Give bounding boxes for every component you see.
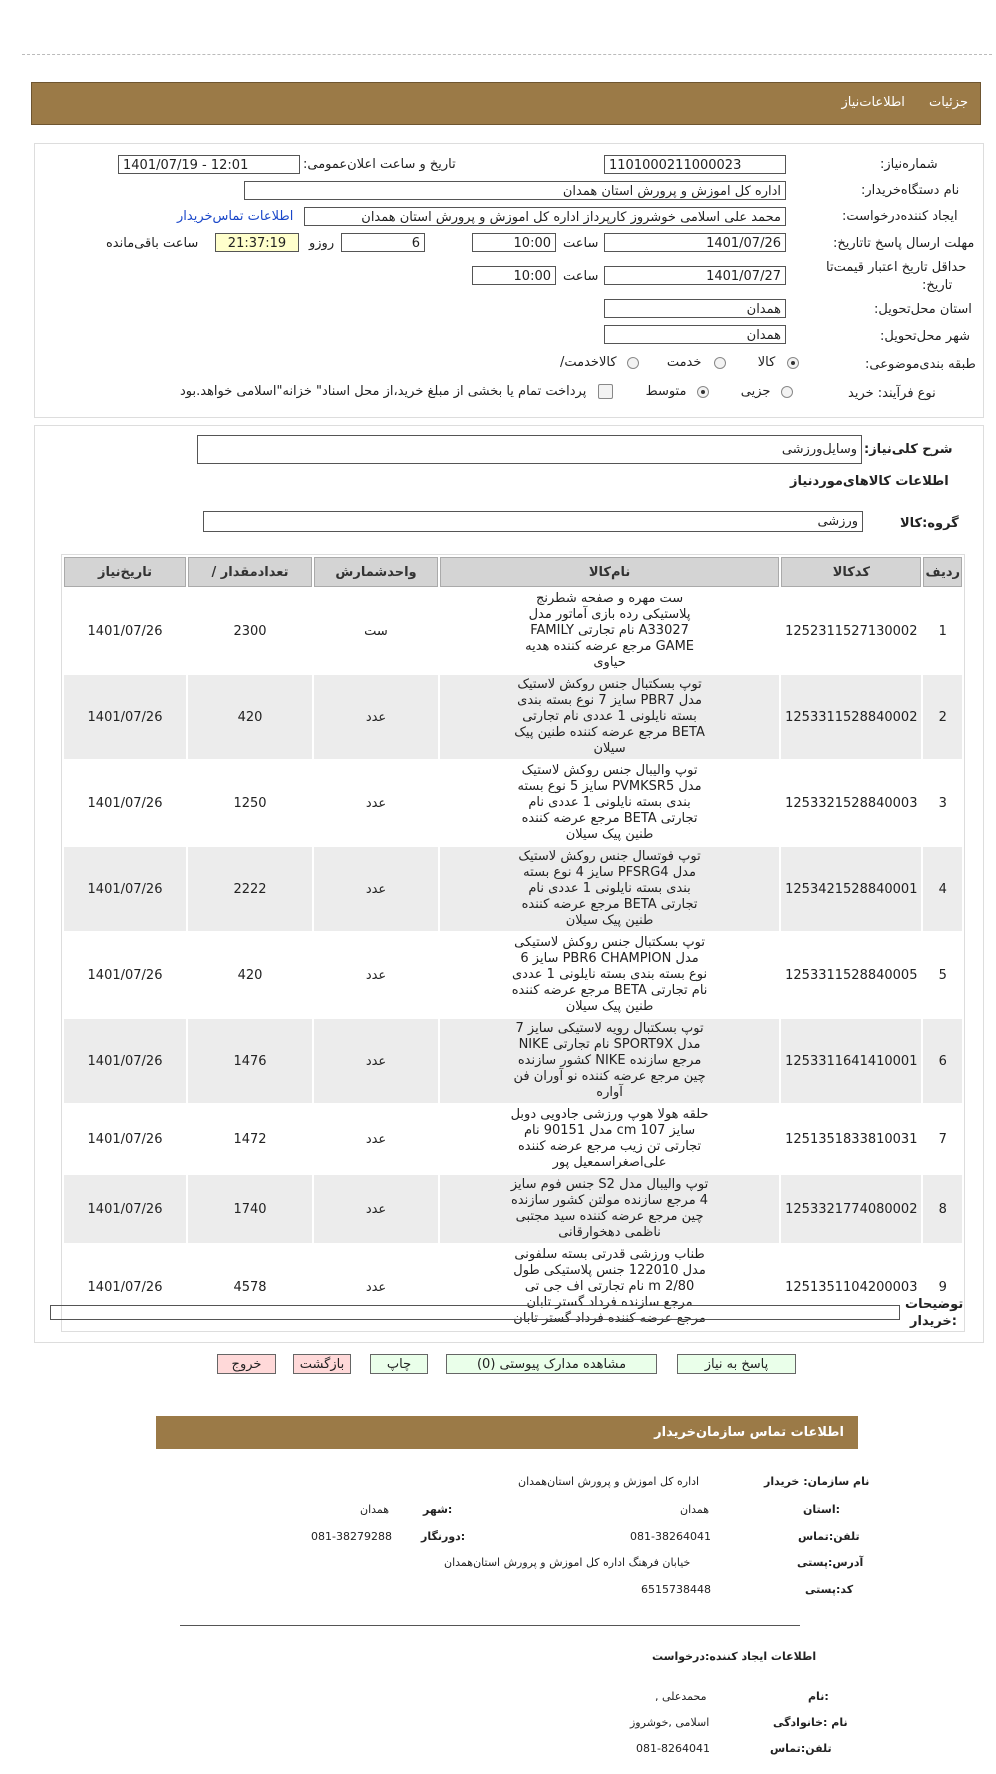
cell-row-number: 1	[923, 589, 962, 673]
cell-quantity: 2300	[188, 589, 312, 673]
contact-org: اداره کل اموزش و پرورش استان‌همدان	[518, 1475, 700, 1488]
validity-label-1: حداقل تاریخ اعتبار قیمت‌تا	[826, 260, 967, 275]
radio-medium[interactable]	[697, 386, 709, 398]
cell-need-date: 1401/07/26	[64, 675, 186, 759]
cell-item-code: 1253311528840005	[781, 933, 921, 1017]
cell-unit: عدد	[314, 933, 438, 1017]
contact-province: همدان	[680, 1503, 710, 1516]
table-row	[64, 847, 962, 931]
cell-unit: عدد	[314, 1245, 438, 1329]
col-date: تاریخ‌نیاز	[64, 557, 186, 587]
creator-name: محمدعلی ,	[655, 1690, 707, 1703]
cell-item-code: 1253321774080002	[781, 1175, 921, 1243]
cell-row-number: 7	[923, 1105, 962, 1173]
contact-address: خیابان فرهنگ اداره کل اموزش و پرورش استان‌همدان	[444, 1556, 691, 1569]
reply-button[interactable]: پاسخ به نیاز	[677, 1354, 796, 1374]
validity-time-field: 10:00	[472, 266, 556, 285]
table-row	[64, 675, 962, 759]
table-row	[64, 1019, 962, 1103]
contact-city-label: :شهر	[423, 1503, 453, 1516]
cell-item-name: توپ بسکتبال جنس روکش لاستیکی مدل PBR6 CHAMPION سایز 6 نوع بسته بندی بسته نایلونی 1 عددی نام تجارتی BETA مرجع عرضه کننده طنین پیک سیلان	[440, 933, 779, 1017]
validity-date-field: 1401/07/27	[604, 266, 786, 285]
cell-unit: ست	[314, 589, 438, 673]
creator-info-title: اطلاعات ایجاد کننده:درخواست	[652, 1650, 817, 1663]
contact-separator	[180, 1625, 800, 1626]
print-button[interactable]: چاپ	[370, 1354, 428, 1374]
contact-phone: 081-38264041	[630, 1530, 711, 1543]
radio-service-label: خدمت	[666, 355, 702, 370]
cell-row-number: 2	[923, 675, 962, 759]
radio-goods-service-label: کالا‌خدمت/	[560, 355, 617, 370]
deadline-time-field: 10:00	[472, 233, 556, 252]
radio-goods-service[interactable]	[627, 357, 639, 369]
summary-label: شرح کلی‌نیاز:	[864, 442, 953, 457]
cell-row-number: 5	[923, 933, 962, 1017]
province-field: همدان	[604, 299, 786, 318]
contact-title: اطلاعات تماس سازمان‌خریدار	[654, 1425, 844, 1440]
notes-label-1: توضیحات	[905, 1297, 964, 1312]
cell-quantity: 420	[188, 933, 312, 1017]
cell-item-name: توپ والیبال جنس روکش لاستیک مدل PVMKSR5 سایز 5 نوع بسته بندی بسته نایلونی 1 عددی نام تجارتی BETA مرجع عرضه کننده طنین پیک سیلان	[440, 761, 779, 845]
cell-item-name: توپ والیبال مدل S2 جنس فوم سایز 4 مرجع سازنده مولتن کشور سازنده چین مرجع عرضه کننده سید مجتبی ناظمی دهخوارقانی	[440, 1175, 779, 1243]
page-header-bar	[31, 82, 981, 125]
cell-row-number: 3	[923, 761, 962, 845]
cell-quantity: 420	[188, 675, 312, 759]
deadline-date-field: 1401/07/26	[604, 233, 786, 252]
exit-button[interactable]: خروج	[217, 1354, 276, 1374]
summary-field: وسایل‌ورزشی	[197, 435, 862, 464]
contact-header	[156, 1416, 858, 1449]
contact-phone-label: تلفن:تماس	[798, 1530, 860, 1543]
cell-need-date: 1401/07/26	[64, 761, 186, 845]
table-header-row	[64, 557, 962, 587]
cell-unit: عدد	[314, 1019, 438, 1103]
contact-fax: 081-38279288	[311, 1530, 392, 1543]
city-field: همدان	[604, 325, 786, 344]
cell-need-date: 1401/07/26	[64, 589, 186, 673]
cell-item-code: 1251351833810031	[781, 1105, 921, 1173]
cell-row-number: 6	[923, 1019, 962, 1103]
radio-partial-label: جزیی	[740, 384, 771, 399]
days-field: 6	[341, 233, 425, 252]
treasury-checkbox[interactable]	[598, 384, 613, 399]
group-field: ورزشی	[203, 511, 863, 532]
cell-need-date: 1401/07/26	[64, 1019, 186, 1103]
col-name: نام‌کالا	[440, 557, 779, 587]
col-unit: واحدشمارش	[314, 557, 438, 587]
contact-city: همدان	[360, 1503, 390, 1516]
table-row	[64, 933, 962, 1017]
cell-quantity: 4578	[188, 1245, 312, 1329]
need-number-field: 1101000211000023	[604, 155, 786, 174]
tab-details[interactable]: جزئیات	[929, 95, 968, 110]
cell-unit: عدد	[314, 1175, 438, 1243]
cell-need-date: 1401/07/26	[64, 1105, 186, 1173]
cell-item-name: توپ فوتسال جنس روکش لاستیک مدل PFSRG4 سایز 4 نوع بسته بندی بسته نایلونی 1 عددی نام تجارتی BETA مرجع عرضه کننده طنین پیک سیلان	[440, 847, 779, 931]
back-button[interactable]: بازگشت	[293, 1354, 351, 1374]
remaining-time-field: 21:37:19	[215, 233, 299, 252]
attachments-button[interactable]: مشاهده مدارک پیوستی (0)	[446, 1354, 657, 1374]
table-row	[64, 589, 962, 673]
contact-postal: 6515738448	[641, 1583, 711, 1596]
deadline-label: مهلت ارسال پاسخ تا‌تاریخ:	[833, 236, 975, 251]
buyer-contact-link[interactable]: اطلاعات تماس‌خریدار	[177, 209, 294, 224]
cell-unit: عدد	[314, 847, 438, 931]
cell-item-code: 1253311528840002	[781, 675, 921, 759]
buyer-org-label: نام دستگاه‌خریدار:	[861, 183, 960, 198]
need-number-label: شماره‌نیاز:	[880, 157, 938, 172]
contact-org-label: نام سازمان: خریدار	[764, 1475, 870, 1488]
contact-address-label: آدرس:پستی	[797, 1556, 864, 1569]
announce-label: تاریخ و ساعت اعلان‌عمومی:	[303, 157, 456, 172]
cell-quantity: 1476	[188, 1019, 312, 1103]
group-label: گروه:کالا	[900, 516, 959, 531]
cell-quantity: 1472	[188, 1105, 312, 1173]
contact-fax-label: :دورنگار	[421, 1530, 466, 1543]
contact-province-label: :استان	[803, 1503, 840, 1516]
cell-need-date: 1401/07/26	[64, 933, 186, 1017]
deadline-time-label: ساعت	[563, 236, 599, 251]
days-label: روزو	[309, 236, 335, 251]
col-row: ردیف	[923, 557, 962, 587]
goods-table	[62, 555, 964, 1331]
category-radio-group	[560, 355, 799, 370]
radio-medium-label: متوسط	[645, 384, 687, 399]
cell-item-name: توپ بسکتبال جنس روکش لاستیک مدل PBR7 سایز 7 نوع بسته بندی بسته نایلونی 1 عددی نام تجارتی BETA مرجع عرضه کننده طنین پیک سیلان	[440, 675, 779, 759]
top-divider	[22, 54, 992, 55]
radio-goods-label: کالا	[757, 355, 776, 370]
treasury-note: پرداخت تمام یا بخشی از مبلغ خرید،از محل اسناد" خزانه"اسلامی خواهد.بود	[180, 384, 587, 399]
cell-row-number: 8	[923, 1175, 962, 1243]
creator-label: ایجاد کننده‌درخواست:	[842, 209, 958, 224]
cell-item-name: طناب ورزشی قدرتی بسته سلفونی مدل 122010 جنس پلاستیکی طول 2/80 m نام تجارتی اف جی تی مرجع سازنده فرداد گستر تابان مرجع عرضه کننده فرداد گستر تابان	[440, 1245, 779, 1329]
creator-field: محمد علی اسلامی خوشروز کارپرداز اداره کل اموزش و پرورش استان همدان	[304, 207, 786, 226]
cell-quantity: 1740	[188, 1175, 312, 1243]
cell-item-name: ست مهره و صفحه شطرنج پلاستیکی رده بازی آماتور مدل A33027 نام تجارتی FAMILY GAME مرجع عرضه کننده هدیه حیاوی	[440, 589, 779, 673]
province-label: استان محل‌تحویل:	[874, 302, 972, 317]
cell-item-code: 1253311641410001	[781, 1019, 921, 1103]
table-row	[64, 1105, 962, 1173]
creator-family: اسلامی ,خوشروز	[630, 1716, 710, 1729]
validity-time-label: ساعت	[563, 269, 599, 284]
contact-postal-label: کد:پستی	[805, 1583, 854, 1596]
process-label: نوع فرآیند: خرید	[848, 386, 936, 401]
cell-need-date: 1401/07/26	[64, 1175, 186, 1243]
cell-item-code: 1251351104200003	[781, 1245, 921, 1329]
buyer-notes-field[interactable]	[50, 1305, 900, 1320]
creator-name-label: :نام	[808, 1690, 829, 1703]
col-qty: تعدادمقدار /	[188, 557, 312, 587]
radio-goods[interactable]	[787, 357, 799, 369]
cell-quantity: 2222	[188, 847, 312, 931]
radio-service[interactable]	[714, 357, 726, 369]
cell-need-date: 1401/07/26	[64, 847, 186, 931]
cell-unit: عدد	[314, 1105, 438, 1173]
cell-item-code: 1252311527130002	[781, 589, 921, 673]
radio-partial[interactable]	[781, 386, 793, 398]
goods-table-wrap	[61, 554, 965, 1332]
buyer-org-field: اداره کل اموزش و پرورش استان همدان	[244, 181, 786, 200]
table-row	[64, 1175, 962, 1243]
cell-row-number: 4	[923, 847, 962, 931]
cell-item-name: حلقه هولا هوپ ورزشی جادویی دوبل سایز 107 cm مدل 90151 نام تجارتی تن زیب مرجع عرضه کننده علی‌اصغراسمعیل پور	[440, 1105, 779, 1173]
cell-unit: عدد	[314, 675, 438, 759]
process-radio-group	[180, 384, 793, 399]
tab-need-info[interactable]: اطلاعات‌نیاز	[841, 95, 905, 110]
cell-unit: عدد	[314, 761, 438, 845]
creator-family-label: نام :خانوادگی	[773, 1716, 848, 1729]
cell-item-code: 1253321528840003	[781, 761, 921, 845]
creator-phone: 081-8264041	[636, 1742, 710, 1755]
validity-label-2: تاریخ:	[922, 278, 953, 293]
cell-row-number: 9	[923, 1245, 962, 1329]
col-code: کدکالا	[781, 557, 921, 587]
creator-phone-label: تلفن:تماس	[770, 1742, 832, 1755]
remaining-label: ساعت باقی‌مانده	[106, 236, 199, 251]
city-label: شهر محل‌تحویل:	[880, 329, 970, 344]
goods-section-title: اطلاعات کالاهای‌موردنیاز	[790, 474, 949, 489]
category-label: طبقه بندی‌موضوعی:	[865, 357, 976, 372]
cell-need-date: 1401/07/26	[64, 1245, 186, 1329]
cell-item-code: 1253421528840001	[781, 847, 921, 931]
announce-field: 1401/07/19 - 12:01	[118, 155, 300, 174]
cell-item-name: توپ بسکتبال رویه لاستیکی سایز 7 مدل SPORT9X نام تجارتی NIKE مرجع سازنده NIKE کشور سازنده چین مرجع عرضه کننده نو آوران فن آواره	[440, 1019, 779, 1103]
cell-quantity: 1250	[188, 761, 312, 845]
notes-label-2: :خریدار	[910, 1314, 957, 1329]
table-row	[64, 761, 962, 845]
